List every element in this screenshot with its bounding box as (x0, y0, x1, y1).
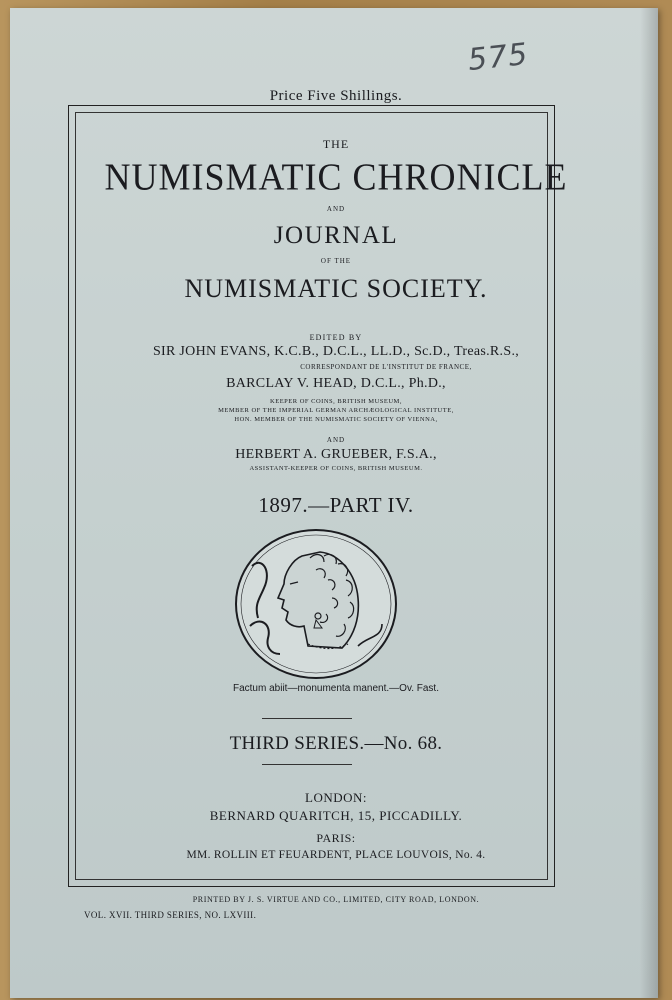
series-number: THIRD SERIES.—No. 68. (229, 733, 443, 754)
title-and: AND (326, 205, 346, 213)
handwritten-note: 575 (466, 36, 530, 79)
editor-head-title-2: MEMBER OF THE IMPERIAL GERMAN ARCHÆOLOGICAL INSTITUTE, (218, 407, 454, 414)
publisher-paris-label: PARIS: (316, 831, 356, 845)
title-journal: JOURNAL (273, 222, 399, 249)
editor-evans: SIR JOHN EVANS, K.C.B., D.C.L., LL.D., Sc.D., Treas.R.S., (152, 344, 520, 359)
year-part: 1897.—PART IV. (258, 493, 414, 517)
publisher-london-label: LONDON: (305, 790, 367, 805)
edited-by-label: EDITED BY (309, 333, 363, 342)
volume-line: VOL. XVII. THIRD SERIES, NO. LXVIII. (84, 910, 257, 920)
motto: Factum abiit—monumenta manent.—Ov. Fast. (232, 683, 439, 694)
editor-head-title-3: HON. MEMBER OF THE NUMISMATIC SOCIETY OF VIENNA, (234, 416, 438, 423)
coin-illustration (232, 526, 400, 682)
title-main: NUMISMATIC CHRONICLE (104, 156, 568, 198)
editor-grueber-title: ASSISTANT-KEEPER OF COINS, BRITISH MUSEUM. (249, 465, 423, 472)
editors-and: AND (326, 436, 346, 444)
title-of-the: OF THE (320, 257, 352, 265)
price-line: Price Five Shillings. (269, 88, 403, 104)
printer-line: PRINTED BY J. S. VIRTUE AND CO., LIMITED, CITY ROAD, LONDON. (192, 895, 480, 904)
publisher-paris-name: MM. ROLLIN ET FEUARDENT, PLACE LOUVOIS, No. 4. (186, 849, 486, 861)
divider-bottom (262, 764, 352, 765)
publisher-london-name: BERNARD QUARITCH, 15, PICCADILLY. (209, 808, 463, 823)
editor-head: BARCLAY V. HEAD, D.C.L., Ph.D., (226, 376, 446, 391)
title-the: THE (322, 137, 350, 151)
editor-grueber: HERBERT A. GRUEBER, F.S.A., (235, 447, 437, 462)
editor-head-title-1: KEEPER OF COINS, BRITISH MUSEUM, (270, 398, 402, 405)
editor-evans-title: CORRESPONDANT DE L'INSTITUT DE FRANCE, (300, 363, 472, 371)
divider-top (262, 718, 352, 719)
title-society: NUMISMATIC SOCIETY. (184, 274, 488, 303)
